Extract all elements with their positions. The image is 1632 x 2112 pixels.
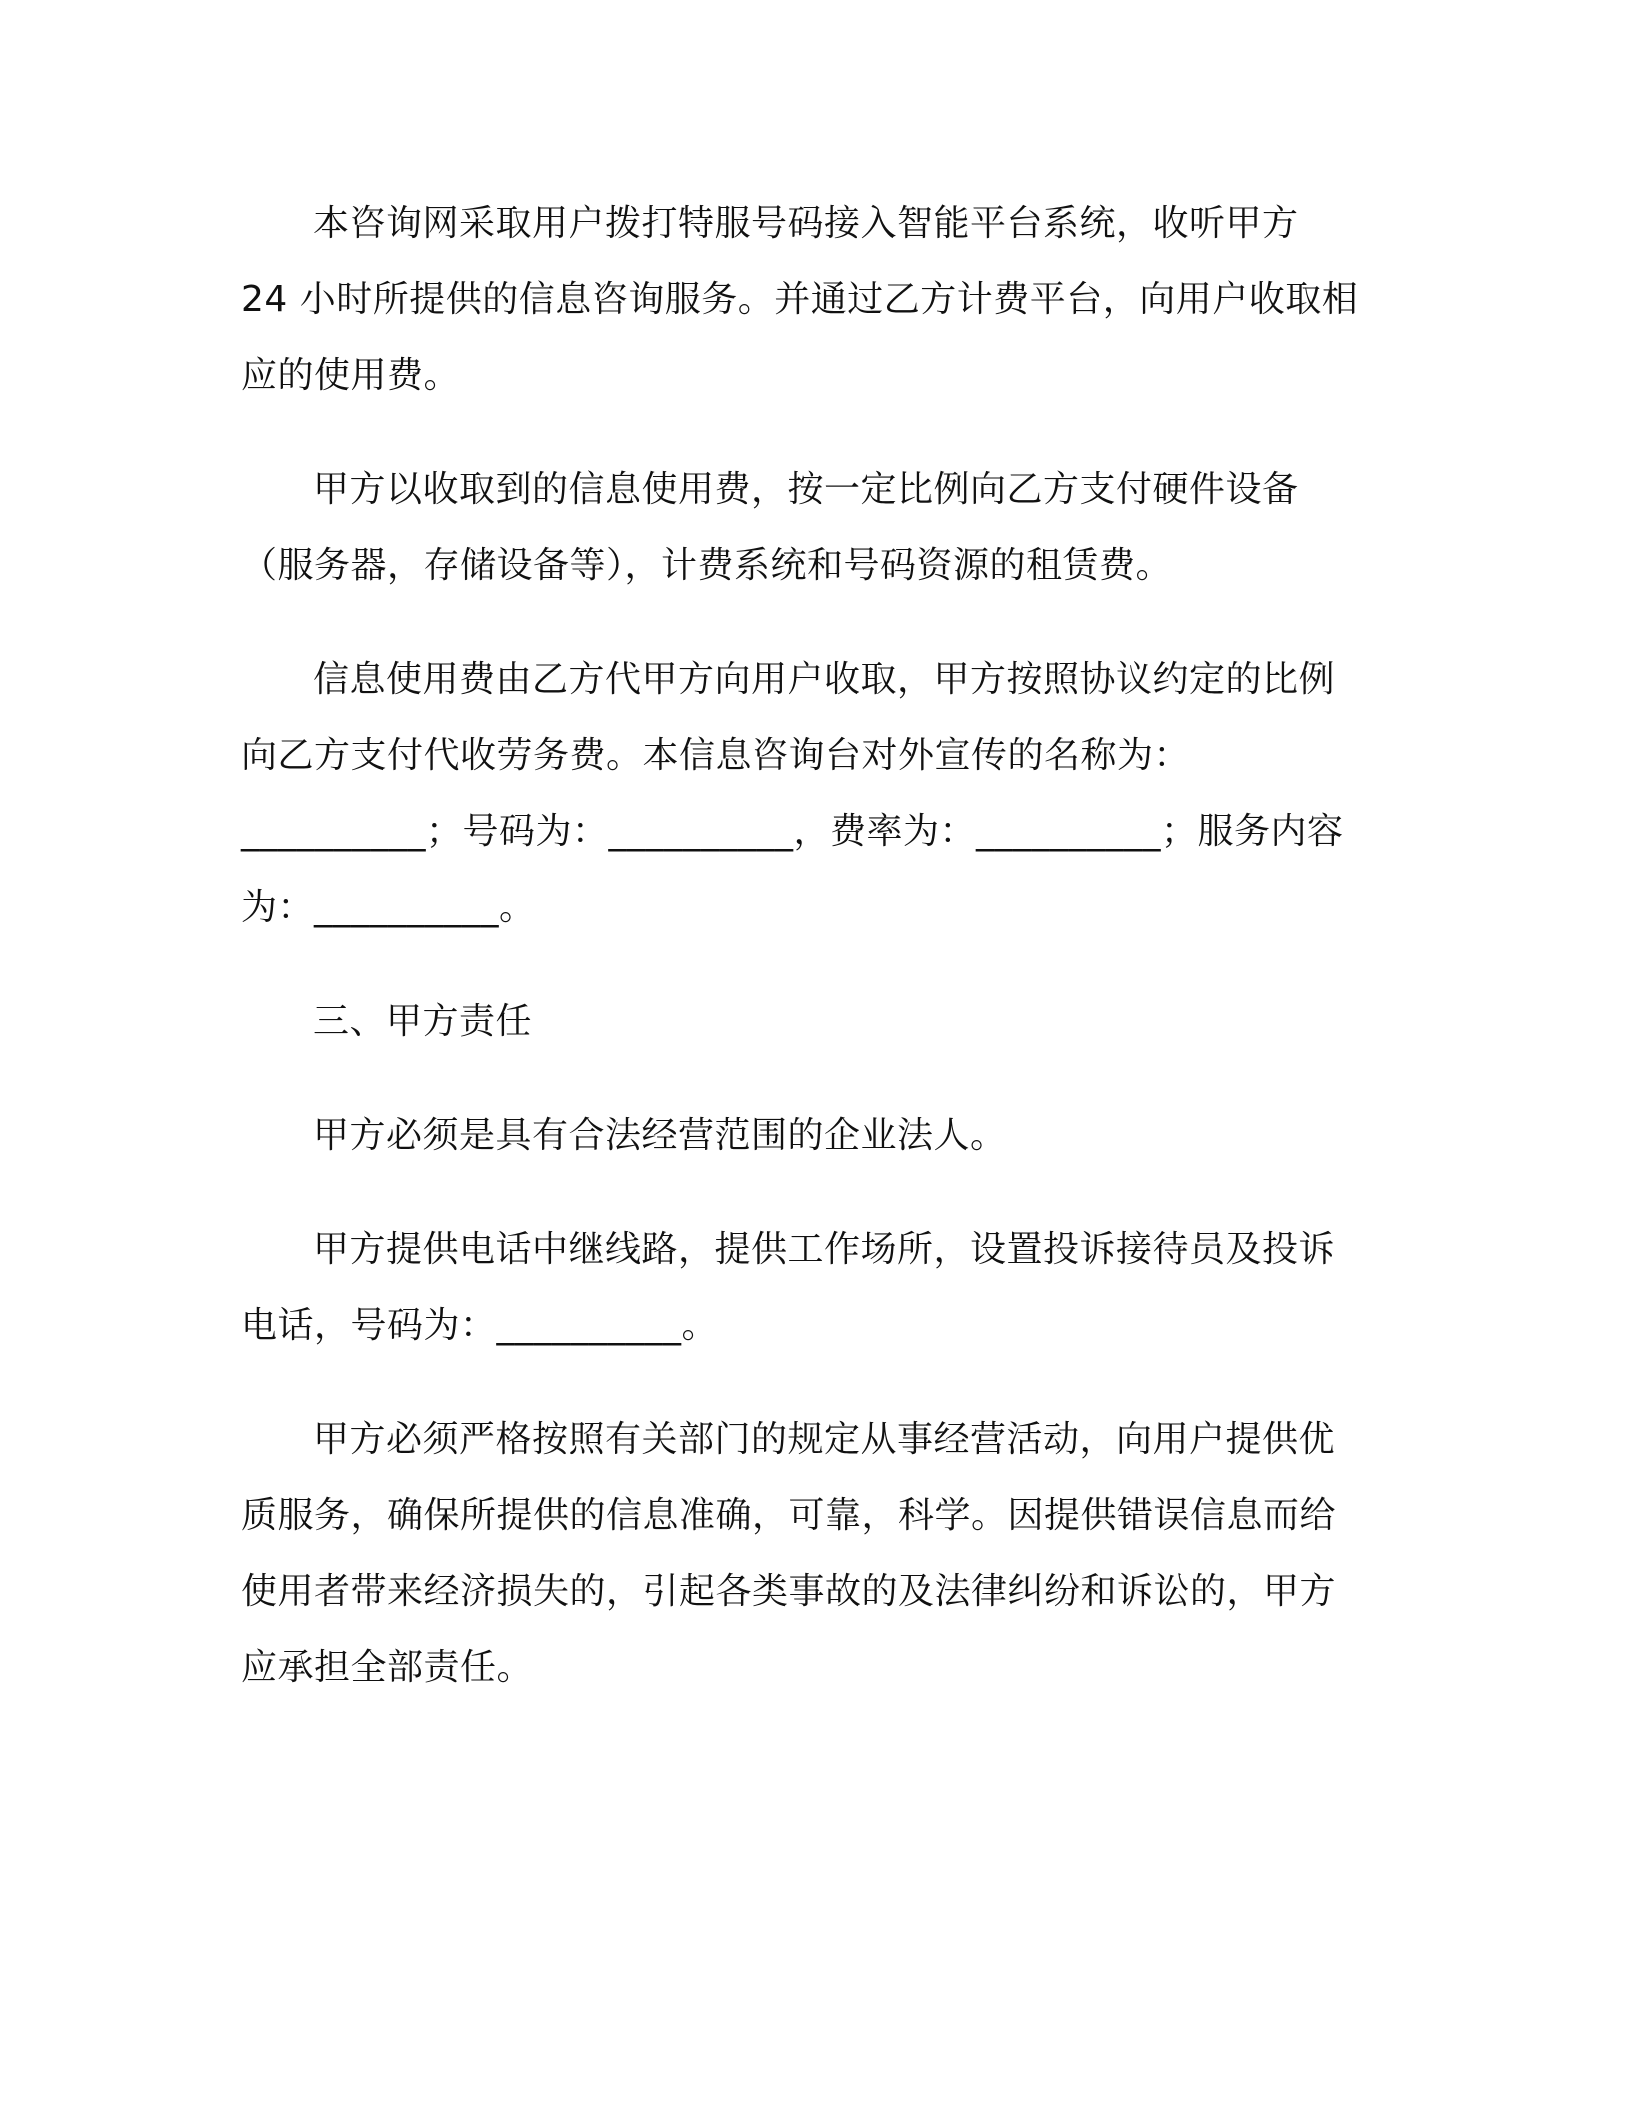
paragraph-line: 本咨询网采取用户拨打特服号码接入智能平台系统，收听甲方 [313,203,1299,244]
paragraph-line: 使用者带来经济损失的，引起各类事故的及法律纠纷和诉讼的，甲方 [241,1571,1337,1612]
paragraph-line: 电话，号码为：__________。 [241,1305,719,1346]
paragraph-complaint-line [241,1212,1381,1364]
paragraph-line: 质服务，确保所提供的信息准确，可靠，科学。因提供错误信息而给 [241,1495,1337,1536]
paragraph-service-description [241,186,1381,414]
paragraph-line: __________；号码为：__________，费率为：__________；服务内容 [241,811,1344,852]
section-heading: 三、甲方责任 [313,1001,533,1042]
paragraph-legal-entity [241,1098,1381,1174]
paragraph-rental-fee [241,452,1381,604]
paragraph-line: 甲方必须严格按照有关部门的规定从事经营活动，向用户提供优 [313,1419,1336,1460]
paragraph-liability [241,1402,1381,1706]
paragraph-line: 甲方提供电话中继线路，提供工作场所，设置投诉接待员及投诉 [313,1229,1336,1270]
paragraph-line: 应的使用费。 [241,355,461,396]
paragraph-line: 应承担全部责任。 [241,1647,534,1688]
document-body [241,186,1381,1744]
paragraph-line: 为：__________。 [241,887,536,928]
paragraph-line: 24 小时所提供的信息咨询服务。并通过乙方计费平台，向用户收取相 [241,279,1359,320]
paragraph-line: （服务器，存储设备等），计费系统和号码资源的租赁费。 [241,545,1173,586]
paragraph-line: 信息使用费由乙方代甲方向用户收取，甲方按照协议约定的比例 [313,659,1336,700]
paragraph-fee-collection [241,642,1381,946]
paragraph-line: 甲方以收取到的信息使用费，按一定比例向乙方支付硬件设备 [313,469,1299,510]
paragraph-line: 甲方必须是具有合法经营范围的企业法人。 [313,1115,1007,1156]
paragraph-line: 向乙方支付代收劳务费。本信息咨询台对外宣传的名称为： [241,735,1191,776]
